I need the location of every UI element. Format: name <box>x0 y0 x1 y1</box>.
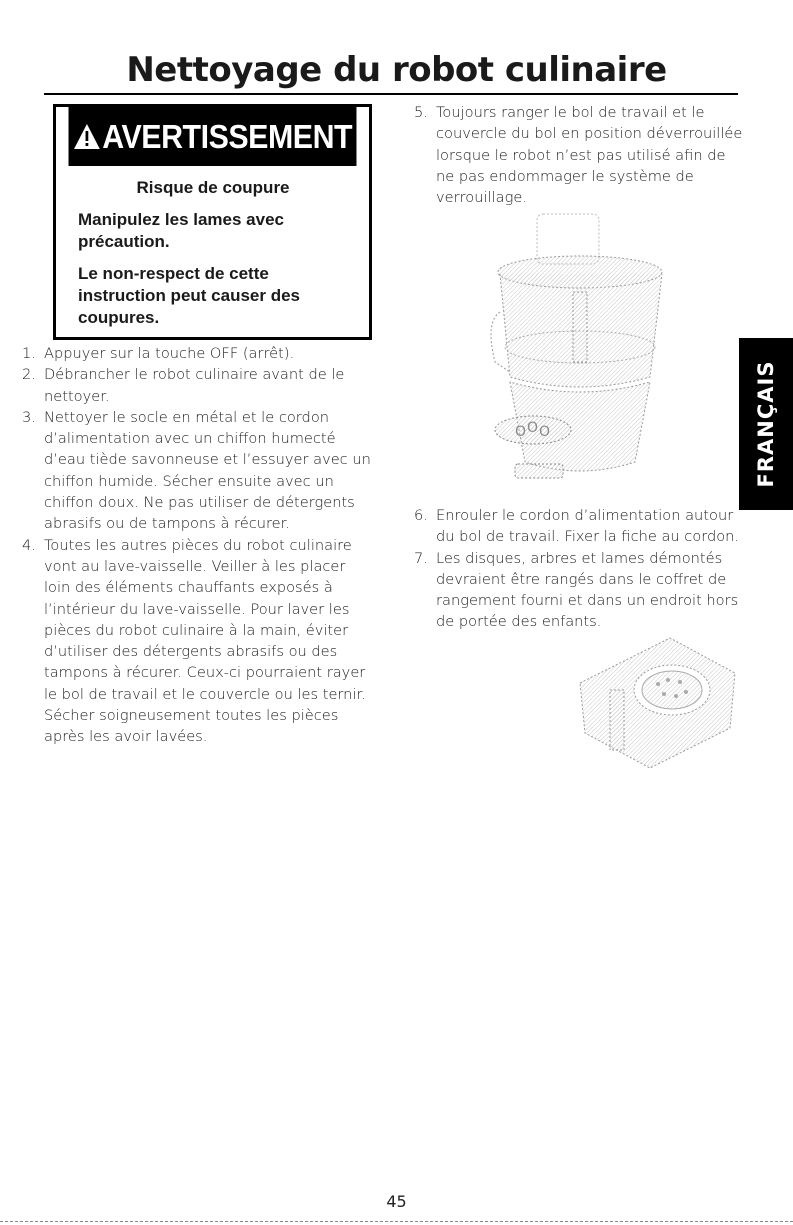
step-3 <box>22 407 372 535</box>
warning-subheading: Risque de coupure <box>136 178 290 197</box>
step-text: Nettoyer le socle en métal et le cordon d’alimentation avec un chiffon humecté d’eau tiède savonneuse et l’essuyer avec un chiffon humide. Sécher ensuite avec un chiffon doux. Ne pas utiliser de détergents abrasifs ou de tampons à récurer. <box>44 408 371 533</box>
warning-line-1: Manipulez les lames avec précaution. <box>78 210 284 251</box>
svg-text:O: O <box>527 420 539 436</box>
step-1 <box>22 343 372 364</box>
warning-header <box>69 107 357 166</box>
step-number: 1. <box>22 345 36 362</box>
step-number: 6. <box>414 507 428 524</box>
step-text: Enrouler le cordon d’alimentation autour du bol de travail. Fixer la fiche au cordon. <box>436 507 740 546</box>
step-text: Toutes les autres pièces du robot culinaire vont au lave-vaisselle. Veiller à les placer loin des éléments chauffants exposés à l’intérieur du lave-vaisselle. Pour laver les pièces du robot culinaire à la main, éviter d’utiliser des détergents abrasifs ou des tampons à récurer. Ceux-ci pourraient rayer le bol de travail et le couvercle ou les ternir. Sécher soigneusement toutes les pièces après les avoir lavées. <box>44 536 366 746</box>
step-number: 2. <box>22 366 36 384</box>
step-text: Débrancher le robot culinaire avant de le nettoyer. <box>44 366 345 405</box>
step-number: 3. <box>22 408 36 426</box>
step-7 <box>414 548 744 633</box>
step-text: Toujours ranger le bol de travail et le couvercle du bol en position déverrouillée lorsque le robot n’est pas utilisé afin de ne pas endommager le système de verrouillage. <box>436 104 743 207</box>
page-number: 45 <box>386 1192 407 1211</box>
step-number: 7. <box>414 549 428 567</box>
warning-triangle-icon <box>73 123 101 150</box>
step-number: 5. <box>414 104 428 121</box>
page-title: Nettoyage du robot culinaire <box>126 50 667 90</box>
warning-heading: AVERTISSEMENT <box>102 117 353 155</box>
food-processor-illustration <box>485 212 680 492</box>
step-4 <box>22 535 372 748</box>
step-number: 4. <box>22 536 36 554</box>
step-2 <box>22 364 372 407</box>
steps-left-column <box>22 343 372 748</box>
svg-text:O: O <box>539 424 551 440</box>
language-tab-label: FRANÇAIS <box>754 360 778 488</box>
title-rule <box>44 93 738 95</box>
steps-right-bottom <box>414 505 744 633</box>
step-text: Appuyer sur la touche OFF (arrêt). <box>44 345 295 362</box>
storage-case-illustration <box>560 628 745 773</box>
language-tab <box>739 338 793 510</box>
warning-box <box>53 104 372 340</box>
steps-right-top <box>414 102 744 208</box>
svg-text:O: O <box>515 424 527 440</box>
bottom-trim-line <box>0 1221 793 1222</box>
step-5 <box>414 102 744 208</box>
warning-line-2: Le non-respect de cette instruction peut causer des coupures. <box>78 264 300 327</box>
step-text: Les disques, arbres et lames démontés devraient être rangés dans le coffret de rangement fourni et dans un endroit hors de portée des enfants. <box>436 549 739 631</box>
step-6 <box>414 505 744 548</box>
